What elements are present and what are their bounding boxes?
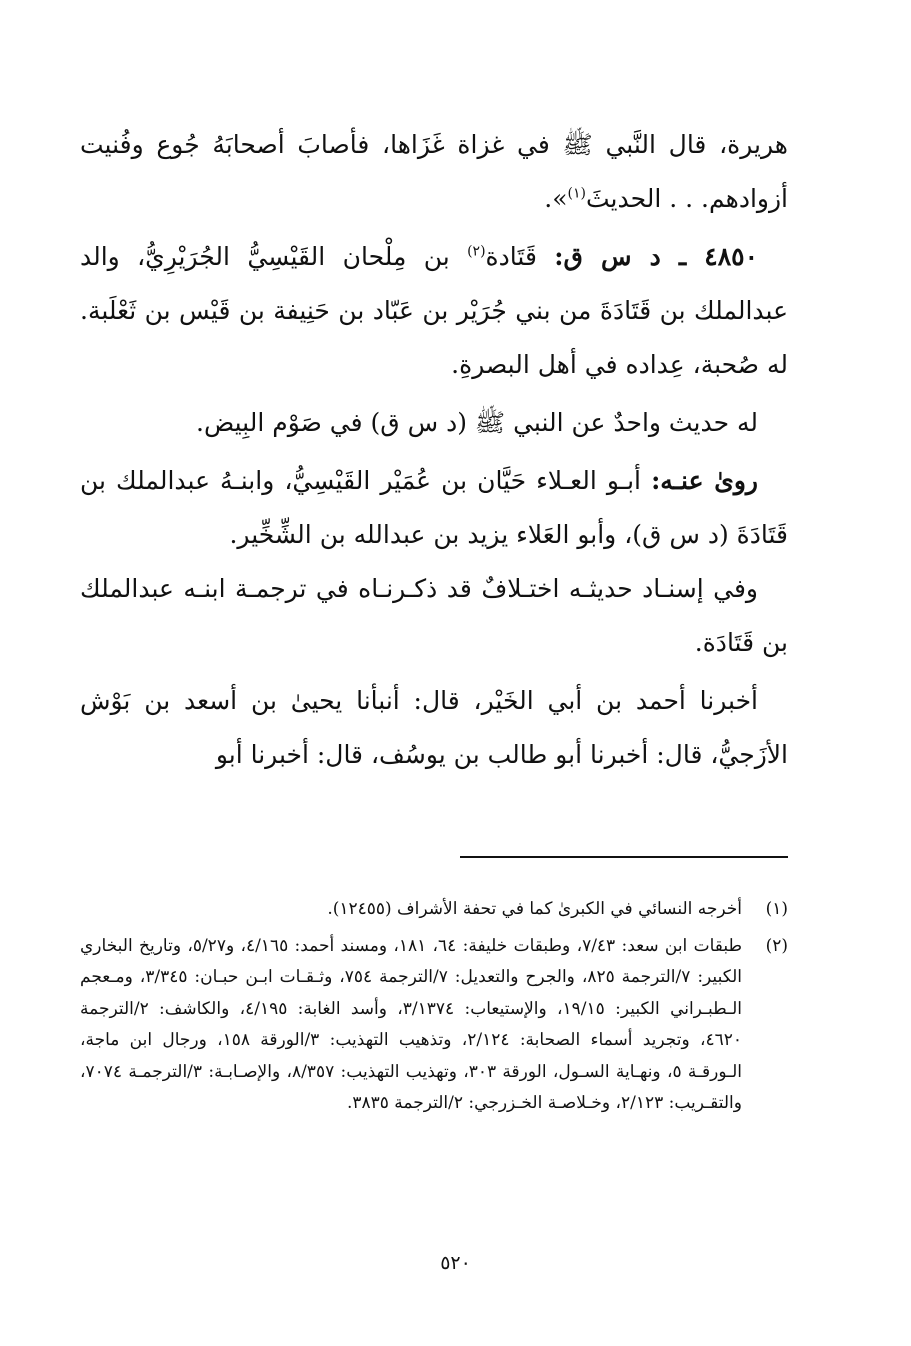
paragraph-hadith-count: له حديث واحدٌ عن النبي ﷺ (د س ق) في صَوْم البِيض.: [196, 408, 758, 437]
paragraph-text: هريرة، قال النَّبي ﷺ في غزاة غَزَاها، فأصابَ أصحابَهُ جُوع وفُنيت أزوادهم. . . الحديثَ: [80, 130, 788, 213]
entry-number: ٤٨٥٠ ـ د س ق:: [554, 242, 759, 271]
footnote-ref-1: (١): [567, 185, 586, 202]
paragraph-chain: أخبرنا أحمد بن أبي الخَيْر، قال: أنبأنا يحيىٰ بن أسعد بن بَوْش الأزَجيُّ، قال: أخبرنا أبو طالب بن يوسُف، قال: أخبرنا أبو: [80, 686, 788, 769]
entry-heading-paragraph: [80, 230, 788, 392]
narrators-text: أبـو العـلاء حَيَّان بن عُمَيْر القَيْسِيُّ، وابنـهُ عبدالملك بن قَتَادَةَ (د س ق)، وأبو العَلاء يزيد بن عبدالله بن الشِّخِّير.: [80, 466, 788, 549]
footnote-ref-2: (٢): [467, 243, 486, 260]
paragraph-narrators: [80, 454, 788, 562]
paragraph-hadith-end: [80, 118, 788, 226]
footnote-separator: [460, 856, 788, 858]
footnote-text: أخرجه النسائي في الكبرىٰ كما في تحفة الأشراف (١٢٤٥٥).: [327, 899, 742, 919]
paragraph-isnad-note: وفي إسنـاد حديثـه اختـلافٌ قد ذكـرنـاه في ترجمـة ابنـه عبدالملك بن قَتَادَة.: [80, 574, 788, 657]
entry-description: بن مِلْحان القَيْسِيُّ الجُرَيْرِيُّ، والد عبدالملك بن قَتَادَةَ من بني جُرَيْر بن عَبّاد بن حَنِيفة بن قَيْس بن ثَعْلَبة. له صُحبة، عِداده في أهل البصرةِ.: [80, 242, 788, 379]
footnote-number: (١): [765, 899, 788, 919]
footnote-2: [80, 931, 788, 1120]
narrators-label: روىٰ عنـه:: [651, 466, 759, 495]
footnotes: [80, 894, 788, 1125]
page-number: ٥٢٠: [440, 1252, 471, 1274]
footnote-text: طبقات ابن سعد: ٧/٤٣، وطبقات خليفة: ٦٤، ١٨١، ومسند أحمد: ٤/١٦٥، و٥/٢٧، وتاريخ البخاري الكبير: ٧/الترجمة ٨٢٥، والجرح والتعديل: ٧/الترجمة ٧٥٤، وثـقـات ابـن حبـان: ٣/٣٤٥، ومـعجم الـطبـراني الكبير: ١٩/١٥، والإستيعاب: ٣/١٣٧٤، وأسد الغابة: ٤/١٩٥، والكاشف: ٢/الترجمة ٤٦٢٠، وتجريد أسماء الصحابة: ٢/١٢٤، وتذهيب التهذيب: ٣/الورقة ١٥٨، ورجال ابن ماجة، الـورقـة ٥، ونهـاية السـول، الورقة ٣٠٣، وتهذيب التهذيب: ٨/٣٥٧، والإصـابـة: ٣/الترجمـة ٧٠٧٤، والتقـريب: ٢/١٢٣، وخـلاصـة الخـزرجي: ٢/الترجمة ٣٨٣٥.: [80, 935, 743, 1113]
footnote-1: [80, 894, 788, 926]
footnote-number: (٢): [765, 935, 788, 956]
entry-name: قَتَادة: [485, 242, 537, 271]
quote-close: ».: [544, 184, 568, 213]
main-text: [80, 118, 788, 782]
